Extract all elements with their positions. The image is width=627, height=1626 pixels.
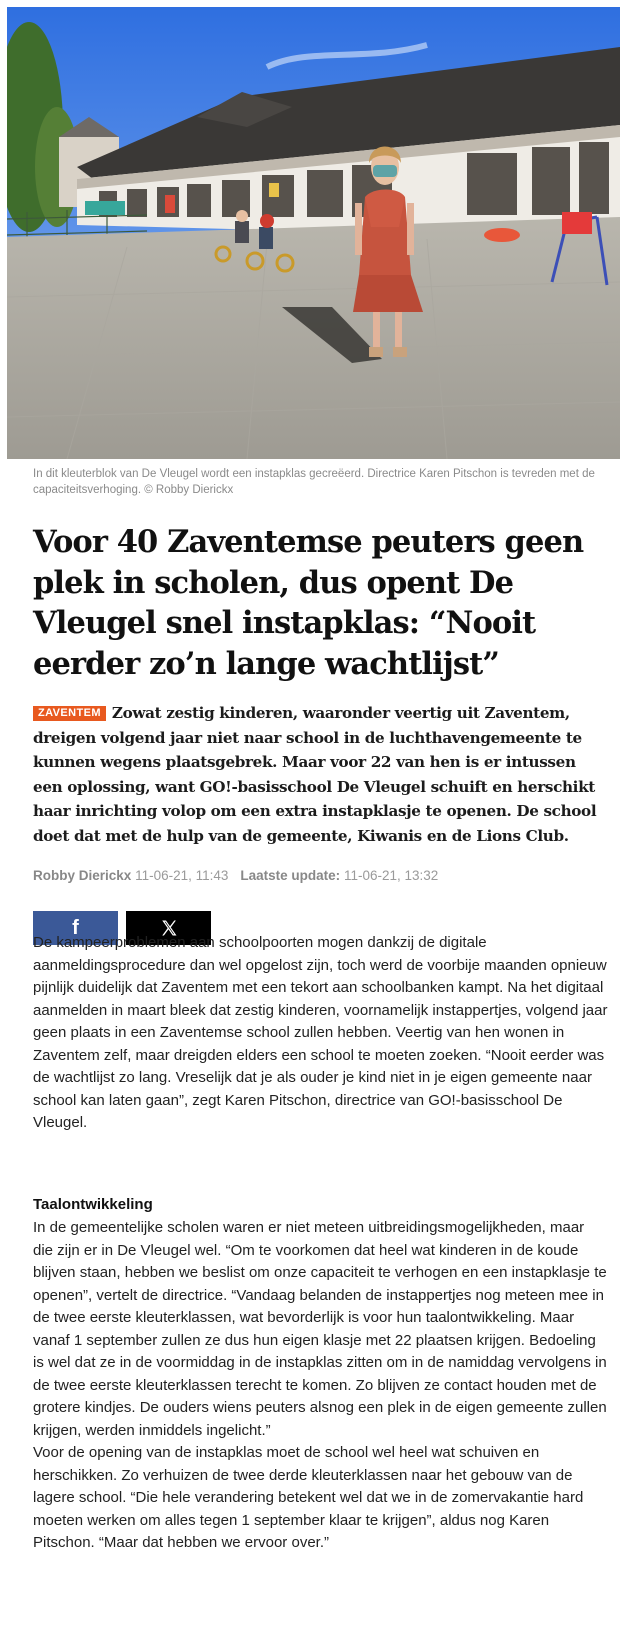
intro-text: Zowat zestig kinderen, waaronder veertig uit Zaventem, dreigen volgend jaar niet naar school in de luchthavengemeente te kunnen wegens plaatsgebrek. Maar voor 22 van hen is er intussen een oplossing, want GO!-basisschool De Vleugel schuift en herschikt haar inrichting volop om een extra instapklasje te openen. De school doet dat met de hulp van de gemeente, Kiwanis en de Lions Club. bbox=[33, 704, 597, 845]
updated-label: Laatste update: bbox=[240, 868, 341, 883]
photo-caption: In dit kleuterblok van De Vleugel wordt een instapklas gecreëerd. Directrice Karen Pitschon is tevreden met de capaciteitsverhoging. © Robby Dierickx bbox=[33, 468, 595, 496]
byline bbox=[33, 868, 438, 883]
article-paragraph-1: De kampeerproblemen aan schoolpoorten mogen dankzij de digitale aanmeldingsprocedure dan wel opgelost zijn, toch werd de voorbije maanden opnieuw pijnlijk duidelijk dat Zaventem met een tekort aan schoolbanken kampt. Na het digitaal aanmelden in maart bleek dat zestig kinderen, voornamelijk instappertjes, volgend jaar geen plaats in een Zaventemse school zullen hebben. Veertig van hen wonen in Zaventem zelf, maar dreigden elders een school te moeten zoeken. “Nooit eerder was de wachtlijst zo lang. Vreselijk dat je als ouder je kind niet in je eigen gemeente naar school kan laten gaan”, zegt Karen Pitschon, directrice van GO!-basisschool De Vleugel. bbox=[33, 934, 608, 1131]
published-date: 11-06-21, 11:43 bbox=[135, 868, 229, 883]
hero-illustration bbox=[7, 7, 620, 459]
article-paragraph-3: Voor de opening van de instapklas moet de school wel heel wat schuiven en herschikken. Zo verhuizen de twee derde kleuterklassen naar het gebouw van de lagere school. “Die hele verandering betekent wel dat we in de zomervakantie hard moeten werken om alles tegen 1 september klaar te krijgen”, aldus nog Karen Pitschon. “Maar dat hebben we ervoor over.” bbox=[33, 1444, 584, 1551]
updated-date: 11-06-21, 13:32 bbox=[343, 868, 439, 883]
hero-photo bbox=[7, 7, 620, 459]
location-tag[interactable]: ZAVENTEM bbox=[33, 706, 106, 721]
article-paragraph-2: In de gemeentelijke scholen waren er niet meteen uitbreidingsmogelijkheden, maar die zijn er in De Vleugel wel. “Om te voorkomen dat heel wat kinderen in de koude blijven staan, hebben we beslist om onze capaciteit te verhogen en een instapklasje te openen”, vertelt de directrice. “Vandaag belanden de instappertjes nog meteen mee in de twee eerste kleuterklassen, wat bevorderlijk is voor hun taalontwikkeling. Maar vanaf 1 september zullen ze dus hun eigen klasje met 22 plaatsen krijgen. Bedoeling is wel dat ze in de voormiddag in de instapklas zitten om in de namiddag vervolgens in de twee eerste kleuterklassen terecht te komen. Zo blijven ze contact houden met de grotere kindjes. De ouders wiens peuters alsnog een plek in de eigen gemeente zullen krijgen, werden inmiddels ingelicht.” bbox=[33, 1219, 607, 1439]
author-name[interactable]: Robby Dierickx bbox=[33, 868, 132, 883]
article-intro bbox=[33, 701, 605, 849]
subheading-taalontwikkeling: Taalontwikkeling bbox=[33, 1196, 153, 1213]
article-headline: Voor 40 Zaventemse peuters geen plek in scholen, dus opent De Vleugel snel instapklas: “Nooit eerder zo’n lange wachtlijst” bbox=[33, 524, 584, 682]
facebook-icon: f bbox=[72, 917, 79, 939]
